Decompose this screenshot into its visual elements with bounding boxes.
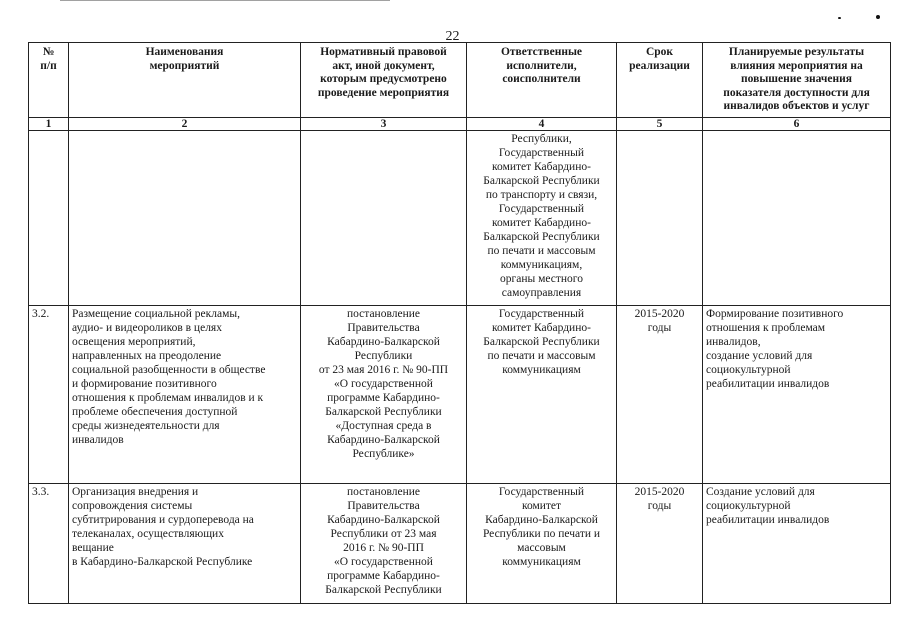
row-expected-results xyxy=(703,131,891,306)
column-number-row xyxy=(29,118,891,131)
header-number: № п/п xyxy=(29,43,69,118)
scan-speck xyxy=(876,15,880,19)
row-legal-act: постановление Правительства Кабардино-Балкарской Республики от 23 мая 2016 г. № 90-ПП «О государственной программе Кабардино- Балкарской Республики «Доступная среда в Кабардино-Балкарской Республике» xyxy=(301,306,467,484)
column-number: 5 xyxy=(617,118,703,131)
row-term xyxy=(617,131,703,306)
row-executors: Государственный комитет Кабардино-Балкарской Республики по печати и массовым коммуникациям xyxy=(467,484,617,604)
header-expected-results: Планируемые результаты влияния мероприятия на повышение значения показателя доступности для инвалидов объектов и услуг xyxy=(703,43,891,118)
measures-table xyxy=(28,42,891,604)
header-legal-act: Нормативный правовой акт, иной документ, которым предусмотрено проведение мероприятия xyxy=(301,43,467,118)
row-number: 3.3. xyxy=(29,484,69,604)
table-header-row xyxy=(29,43,891,118)
header-executors: Ответственные исполнители, соисполнители xyxy=(467,43,617,118)
table-row xyxy=(29,306,891,484)
row-executors: Республики, Государственный комитет Кабардино- Балкарской Республики по транспорту и связи, Государственный комитет Кабардино- Балкарской Республики по печати и массовым коммуникациям, органы местного самоуправления xyxy=(467,131,617,306)
row-executors: Государственный комитет Кабардино- Балкарской Республики по печати и массовым коммуникациям xyxy=(467,306,617,484)
row-legal-act: постановление Правительства Кабардино-Балкарской Республики от 23 мая 2016 г. № 90-ПП «О государственной программе Кабардино- Балкарской Республики xyxy=(301,484,467,604)
row-measure-name xyxy=(69,131,301,306)
header-term: Срок реализации xyxy=(617,43,703,118)
column-number: 4 xyxy=(467,118,617,131)
table-row xyxy=(29,131,891,306)
row-number xyxy=(29,131,69,306)
column-number: 6 xyxy=(703,118,891,131)
row-expected-results: Формирование позитивного отношения к проблемам инвалидов, создание условий для социокультурной реабилитации инвалидов xyxy=(703,306,891,484)
row-term: 2015-2020 годы xyxy=(617,306,703,484)
scan-speck xyxy=(838,17,841,19)
top-edge-rule xyxy=(60,0,390,3)
row-expected-results: Создание условий для социокультурной реабилитации инвалидов xyxy=(703,484,891,604)
table-row xyxy=(29,484,891,604)
column-number: 1 xyxy=(29,118,69,131)
row-measure-name: Размещение социальной рекламы, аудио- и видеороликов в целях освещения мероприятий, направленных на преодоление социальной разобщенности в обществе и формирование позитивного отношения к проблемам инвалидов и к проблеме обеспечения доступной среды жизнедеятельности для инвалидов xyxy=(69,306,301,484)
row-legal-act xyxy=(301,131,467,306)
page-number: 22 xyxy=(445,29,460,44)
header-measure-name: Наименования мероприятий xyxy=(69,43,301,118)
row-measure-name: Организация внедрения и сопровождения системы субтитрирования и сурдоперевода на телеканалах, осуществляющих вещание в Кабардино-Балкарской Республике xyxy=(69,484,301,604)
row-term: 2015-2020 годы xyxy=(617,484,703,604)
column-number: 3 xyxy=(301,118,467,131)
row-number: 3.2. xyxy=(29,306,69,484)
column-number: 2 xyxy=(69,118,301,131)
